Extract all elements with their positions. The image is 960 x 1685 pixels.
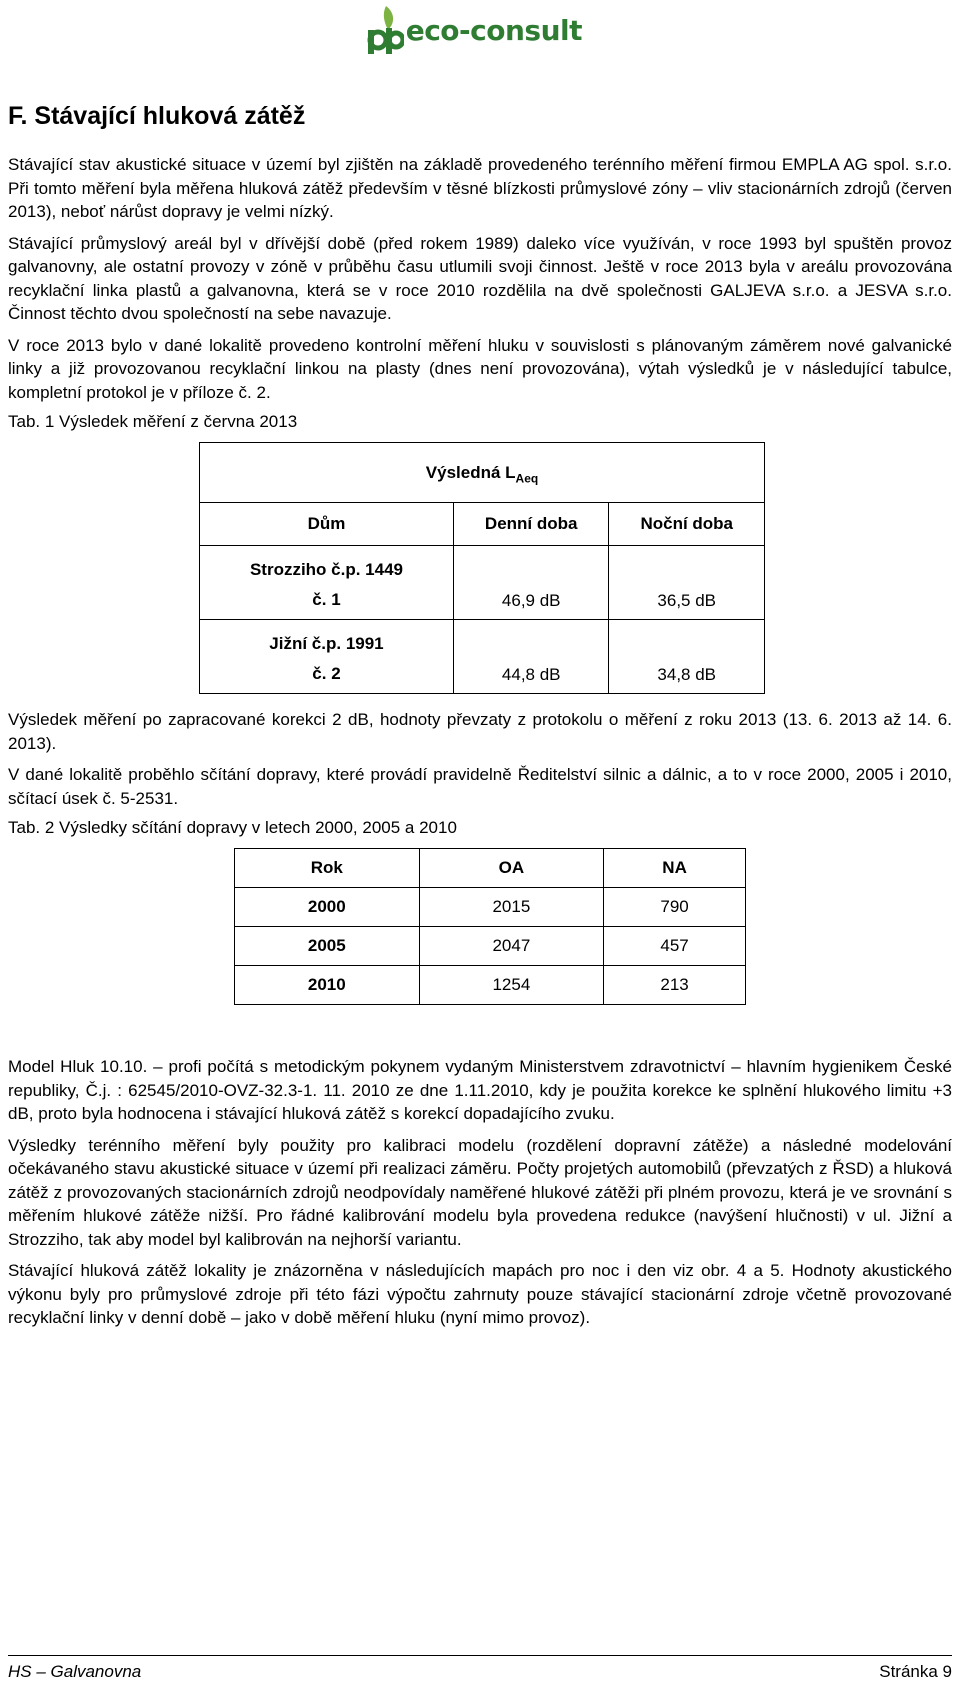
table-row (235, 966, 746, 1005)
house-cell (200, 546, 454, 620)
paragraph: Model Hluk 10.10. – profi počítá s metodickým pokynem vydaným Ministerstvem zdravotnictví – hlavním hygienikem České republiky, Č.j. : 62545/2010-OVZ-32.3-1. 11. 2010 ze dne 1.11.2010, kdy je použita korekce ke splnění hlukového limitu +3 dB, proto byla hodnocena i stávající hluková zátěž s korekcí dopadajícího zvuku. (8, 1057, 952, 1123)
night-value: 34,8 dB (609, 620, 765, 694)
col-house: Dům (200, 503, 454, 546)
col-year: Rok (235, 849, 420, 888)
footer-project: HS – Galvanovna (8, 1662, 142, 1681)
day-value: 44,8 dB (453, 620, 609, 694)
traffic-count-table (234, 848, 746, 1005)
page-number: Stránka 9 (879, 1662, 952, 1681)
paragraph: V roce 2013 bylo v dané lokalitě provedeno kontrolní měření hluku v souvislosti s plánovaným záměrem nové galvanické linky a již provozovanou recyklační linkou na plasty (dnes není provozována), výtah výsledků je v následující tabulce, kompletní protokol je v příloze č. 2. (8, 335, 952, 402)
col-oa: OA (419, 849, 604, 888)
table1-header-sub: Aeq (515, 471, 539, 486)
table-row (200, 546, 765, 620)
house-number: č. 1 (312, 590, 341, 609)
paragraph: Výsledky terénního měření byly použity pro kalibraci modelu (rozdělení dopravní zátěže) a následné modelování očekávaného stavu akustické situace v území při realizaci záměru. Počty projetých automobilů (převzatých z ŘSD) a hluková zátěž z provozovaných stacionárních zdrojů neodpovídaly naměřené hlukové zátěži při plném provozu, která je ve srovnání s měřením hlukové zátěže nižší. Pro řádné kalibrování modelu byla provedena redukce (navýšení hlučnosti) v ul. Jižní a Strozziho, tak aby model byl kalibrován na nejhorší variantu. (8, 1135, 952, 1249)
na-cell: 457 (604, 927, 746, 966)
table-row (200, 620, 765, 694)
na-cell: 790 (604, 888, 746, 927)
paragraph: Stávající stav akustické situace v území byl zjištěn na základě provedeného terénního měření firmou EMPLA AG spol. s.r.o. Při tomto měření byla měřena hluková zátěž především v těsné blízkosti průmyslové zóny – vliv stacionárních zdrojů (červen 2013), neboť nárůst dopravy je velmi nízký. (8, 155, 952, 221)
logo-text: eco-consult (405, 13, 582, 47)
house-number: č. 2 (312, 664, 341, 683)
page-footer (8, 1655, 952, 1682)
year-cell: 2000 (235, 888, 420, 927)
house-cell (200, 620, 454, 694)
table2-caption: Tab. 2 Výsledky sčítání dopravy v letech 2000, 2005 a 2010 (8, 818, 457, 837)
paragraph: Stávající průmyslový areál byl v dřívější době (před rokem 1989) daleko více využíván, v roce 1993 byl spuštěn provoz galvanovny, ale ostatní provozy v zóně v průběhu času utlumili svoji činnost. Ještě v roce 2013 byla v areálu provozována recyklační linka plastů a galvanovna, která se v roce 2010 rozdělila na dvě společnosti GALJEVA s.r.o. a JESVA s.r.o. Činnost těchto dvou společností na sebe navazuje. (8, 233, 952, 323)
table-row (235, 927, 746, 966)
night-value: 36,5 dB (609, 546, 765, 620)
oa-cell: 2015 (419, 888, 604, 927)
paragraph: Stávající hluková zátěž lokality je znázorněna v následujících mapách pro noc i den viz obr. 4 a 5. Hodnoty akustického výkonu byly pro průmyslové zdroje při této fázi výpočtu zahrnuty pouze stávající stacionární zdroje včetně provozované recyklační linky v denní době – jako v době měření hluku (nyní mimo provoz). (8, 1261, 952, 1327)
house-name: Jižní č.p. 1991 (269, 634, 384, 653)
col-na: NA (604, 849, 746, 888)
paragraph: Výsledek měření po zapracované korekci 2 dB, hodnoty převzaty z protokolu o měření z roku 2013 (13. 6. 2013 až 14. 6. 2013). (8, 710, 952, 753)
table1-caption: Tab. 1 Výsledek měření z června 2013 (8, 412, 298, 431)
year-cell: 2010 (235, 966, 420, 1005)
company-logo (364, 4, 582, 56)
oa-cell: 1254 (419, 966, 604, 1005)
col-day: Denní doba (453, 503, 609, 546)
table1-header-main: Výsledná L (425, 462, 516, 482)
document-body (8, 102, 952, 1338)
noise-measurement-table (199, 442, 765, 694)
day-value: 46,9 dB (453, 546, 609, 620)
leaf-logo-icon (364, 4, 404, 56)
table-row (235, 888, 746, 927)
year-cell: 2005 (235, 927, 420, 966)
paragraph: V dané lokalitě proběhlo sčítání dopravy, které provádí pravidelně Ředitelství silnic a dálnic, a to v roce 2000, 2005 i 2010, sčítací úsek č. 5-2531. (8, 765, 952, 808)
house-name: Strozziho č.p. 1449 (249, 560, 403, 579)
na-cell: 213 (604, 966, 746, 1005)
section-title: F. Stávající hluková zátěž (8, 102, 306, 130)
col-night: Noční doba (609, 503, 765, 546)
table1-header (200, 443, 765, 503)
oa-cell: 2047 (419, 927, 604, 966)
